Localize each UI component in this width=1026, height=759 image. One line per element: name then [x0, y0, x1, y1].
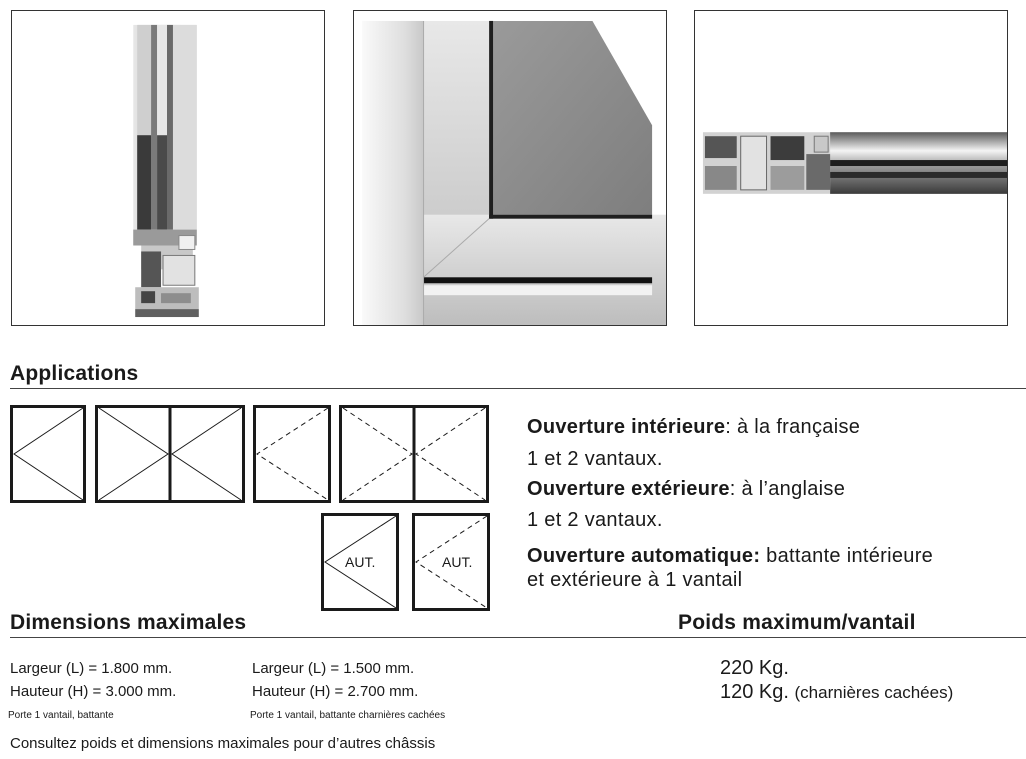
dim-col2-caption: Porte 1 vantail, battante charnières cachées [250, 710, 446, 721]
weight-value-2-note: (charnières cachées) [794, 683, 954, 702]
diagram-automatic-outward [412, 513, 490, 611]
horizontal-profile-section-image [695, 11, 1007, 325]
diagram-inward-double-leaf [95, 405, 245, 503]
opening-line-5: Ouverture automatique: battante intérieure [527, 545, 934, 567]
diagram-inward-single-leaf [10, 405, 86, 503]
diagram-outward-double-leaf [339, 405, 489, 503]
diagram-automatic-inward [321, 513, 399, 611]
dim-col1-width: Largeur (L) = 1.800 mm. [10, 660, 173, 677]
weight-value-2: 120 Kg. [720, 681, 789, 703]
vertical-profile-section-image [12, 11, 324, 325]
dimensions-divider [10, 637, 1026, 638]
aut-label-inward: AUT. [345, 554, 376, 570]
opening-line-6: et extérieure à 1 vantail [527, 569, 743, 591]
frame-corner-image [354, 11, 666, 325]
opening-line-4: 1 et 2 vantaux. [527, 509, 663, 531]
applications-heading: Applications [10, 362, 139, 385]
weight-heading: Poids maximum/vantail [678, 611, 916, 634]
dim-col1-caption: Porte 1 vantail, battante [8, 710, 114, 721]
horizontal-section-photo [694, 10, 1008, 326]
dim-col2-width: Largeur (L) = 1.500 mm. [252, 660, 415, 677]
dim-col2-height: Hauteur (H) = 2.700 mm. [252, 683, 419, 700]
dim-footer-note: Consultez poids et dimensions maximales pour d’autres châssis [10, 735, 436, 752]
weight-value-1: 220 Kg. [720, 657, 789, 679]
vertical-section-photo [11, 10, 325, 326]
dim-col1-height: Hauteur (H) = 3.000 mm. [10, 683, 177, 700]
opening-line-3: Ouverture extérieure: à l’anglaise [527, 478, 846, 500]
opening-line-2: 1 et 2 vantaux. [527, 448, 663, 470]
corner-profile-photo [353, 10, 667, 326]
applications-divider [10, 388, 1026, 389]
dimensions-heading: Dimensions maximales [10, 611, 247, 634]
aut-label-outward: AUT. [442, 554, 473, 570]
diagram-outward-single-leaf [253, 405, 331, 503]
weight-value-2-line [720, 681, 953, 704]
opening-line-1: Ouverture intérieure: à la française [527, 416, 861, 438]
